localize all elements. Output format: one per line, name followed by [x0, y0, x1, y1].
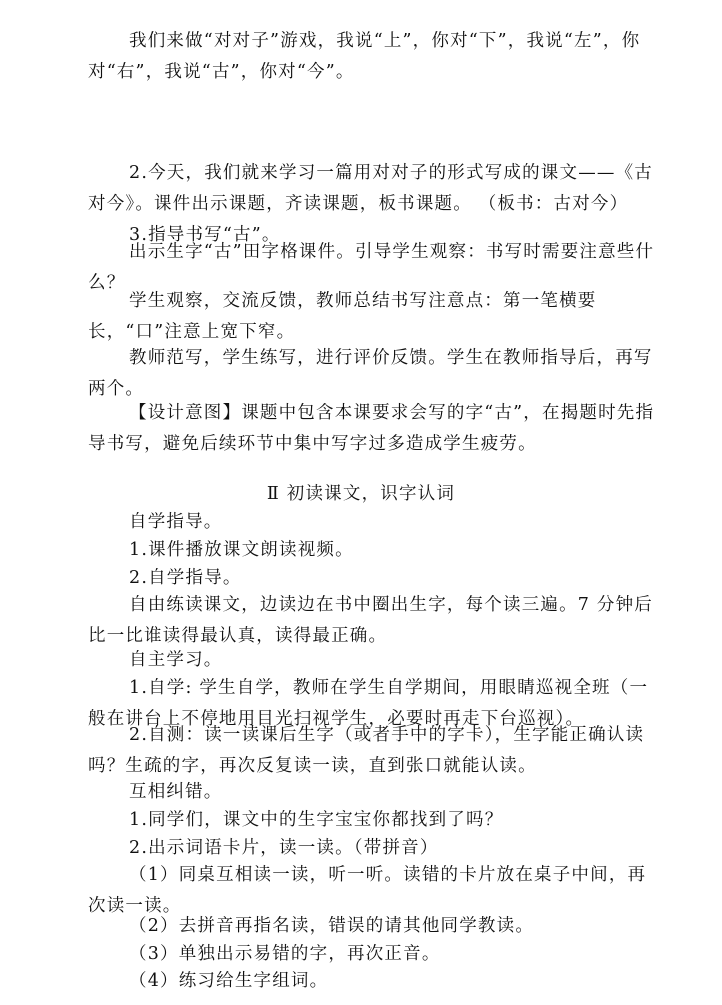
- paragraph-self-study: 1.自学: 学生自学，教师在学生自学期间，用眼睛巡视全班（一般在讲台上不停地用目光扫视学生，必要时再走下台巡视）。: [88, 678, 649, 729]
- paragraph-free-reading: 自由练读课文，边读边在书中圈出生字，每个读三遍。7 分钟后比一比谁读得最认真，读得最正确。: [88, 595, 653, 646]
- paragraph-writing-guidance: 3.指导书写“古”。: [129, 225, 281, 245]
- paragraph-self-guide: 2.自学指导。: [129, 568, 242, 588]
- paragraph-find-characters: 1.同学们，课文中的生字宝宝你都找到了吗？: [129, 810, 504, 830]
- section-heading: Ⅱ 初读课文，识字认词: [266, 484, 456, 504]
- paragraph-independent-study: 自主学习。: [129, 650, 223, 670]
- paragraph-design-intent: 【设计意图】课题中包含本课要求会写的字“古”，在揭题时先指导书写，避免后续环节中集中写字过多造成学生疲劳。: [88, 403, 655, 454]
- paragraph-self-study-guide: 自学指导。: [129, 512, 223, 532]
- paragraph-correct-pronunciation: （3）单独出示易错的字，再次正音。: [129, 944, 441, 964]
- paragraph-peer-correction: 互相纠错。: [129, 782, 223, 802]
- paragraph-observe-feedback: 学生观察，交流反馈，教师总结书写注意点：第一笔横要长，“口”注意上宽下窄。: [88, 291, 597, 342]
- paragraph-word-formation: （4）练习给生字组词。: [129, 971, 329, 991]
- paragraph-game-intro: 我们来做“对对子”游戏，我说“上”，你对“下”，我说“左”，你对“右”，我说“古”，你对“今”。: [88, 31, 641, 82]
- paragraph-remove-pinyin: （2）去拼音再指名读，错误的请其他同学教读。: [129, 916, 535, 936]
- paragraph-lesson-topic: 2.今天，我们就来学习一篇用对对子的形式写成的课文——《古对今》。课件出示课题，齐读课题，板书课题。 （板书：古对今）: [88, 163, 653, 214]
- paragraph-play-video: 1.课件播放课文朗读视频。: [129, 540, 354, 560]
- paragraph-word-cards: 2.出示词语卡片，读一读。（带拼音）: [129, 838, 439, 858]
- paragraph-self-test: 2.自测：读一读课后生字（或者手中的字卡），生字能正确认读吗？生疏的字，再次反复读一读，直到张口就能认读。: [88, 725, 645, 776]
- paragraph-show-character: 出示生字“古”田字格课件。引导学生观察：书写时需要注意些什么？: [88, 242, 655, 293]
- paragraph-demo-writing: 教师范写，学生练写，进行评价反馈。学生在教师指导后，再写两个。: [88, 348, 653, 399]
- paragraph-pair-reading: （1）同桌互相读一读，听一听。读错的卡片放在桌子中间，再次读一读。: [88, 865, 647, 916]
